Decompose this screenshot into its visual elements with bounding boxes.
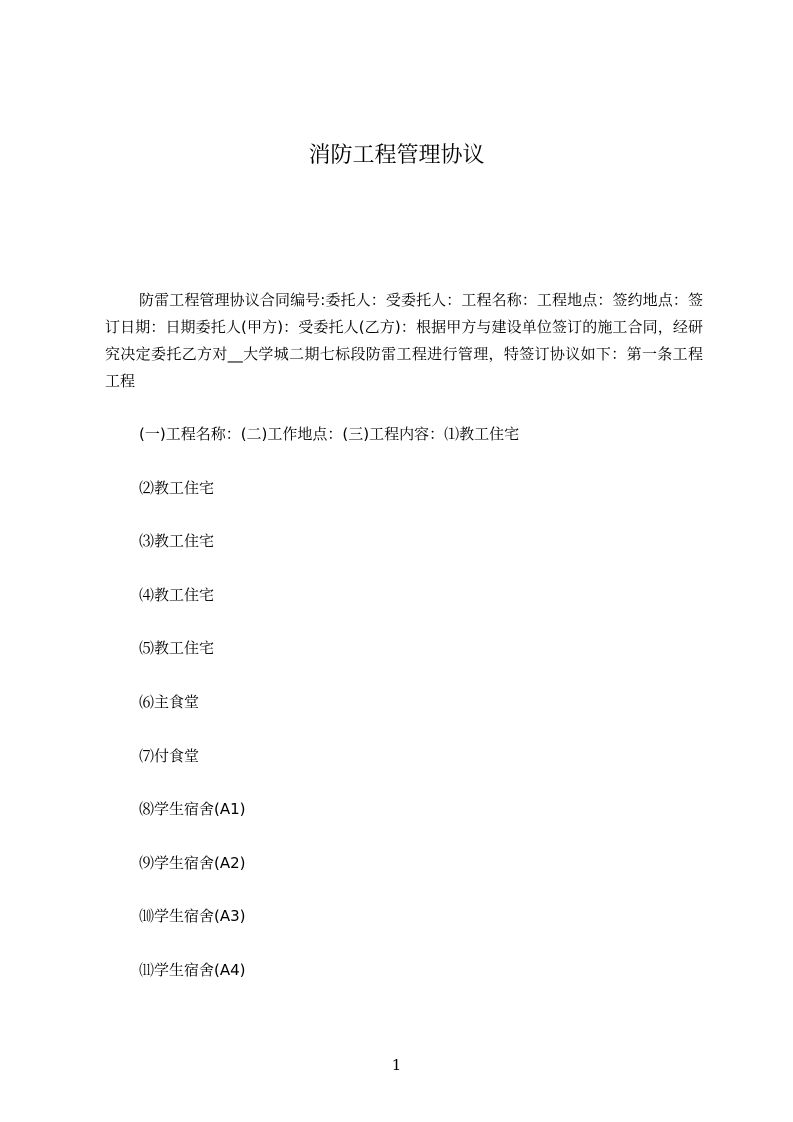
page-number: 1 [391, 1056, 402, 1074]
list-item: ⑺付食堂 [139, 746, 200, 765]
intro-paragraph: 防雷工程管理协议合同编号:委托人：受委托人：工程名称：工程地点：签约地点：签订日期：日期委托人(甲方)：受委托人(乙方)：根据甲方与建设单位签订的施工合同，经研究决定委托乙方对__大学城二期七标段防雷工程进行管理，特签订协议如下：第一条工程工程 [105, 291, 703, 390]
list-item: ⑶教工住宅 [139, 532, 215, 551]
project-item-list [139, 421, 699, 1011]
list-item: ⑹主食堂 [139, 692, 200, 711]
list-item: ⑾学生宿舍(A4) [139, 960, 246, 979]
document-title: 消防工程管理协议 [308, 143, 485, 168]
list-item: ⑼学生宿舍(A2) [139, 853, 246, 872]
list-item: (一)工程名称：(二)工作地点：(三)工程内容：⑴教工住宅 [139, 425, 520, 443]
list-item: ⑷教工住宅 [139, 585, 215, 604]
list-item: ⑵教工住宅 [139, 478, 215, 497]
list-item: ⑻学生宿舍(A1) [139, 800, 246, 819]
list-item: ⑽学生宿舍(A3) [139, 907, 246, 926]
document-body [105, 287, 703, 395]
list-item: ⑸教工住宅 [139, 639, 215, 658]
